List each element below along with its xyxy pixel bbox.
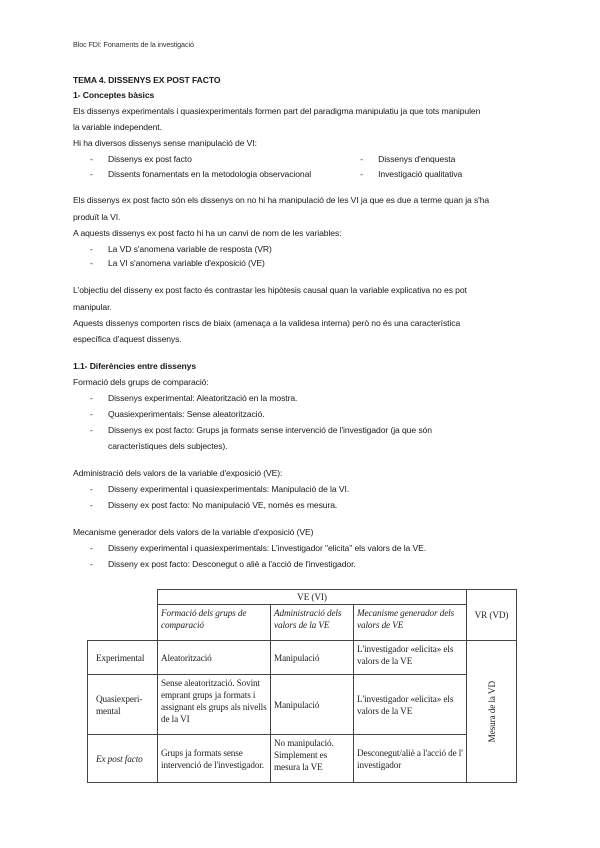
list-item: - Dissenys experimental: Aleatorització en la mostra. [90,392,298,403]
row-header-quasiexperimental: Quasiexperi-mental [88,675,158,735]
section-heading-1: 1- Conceptes bàsics [73,89,155,100]
list-item-label: Disseny ex post facto: [108,559,193,570]
paragraph-line: específica d'aquest dissenys. [73,334,182,345]
list-item-text: La VD s'anomena variable de resposta (VR) [108,243,272,254]
table-cell: Sense aleatorització. Sovint emprant grups ja formats i assignant els grups als nivells de la VI [158,675,271,735]
list-item-text: característiques dels subjectes). [108,440,228,451]
paragraph-intro [73,103,529,136]
table-row [88,641,517,675]
variable-names-list [90,242,529,272]
paragraph-line: L'objectiu del disseny ex post facto és contrastar les hipòtesis causal quan la variable explicativa no es pot [73,285,467,296]
group-title-administration: Administració dels valors de la variable d'exposició (VE): [73,468,283,479]
list-item-text: Investigació qualitativa [378,168,463,179]
vr-measure-cell [467,641,517,783]
paragraph-line: Els dissenys ex post facto són els dissenys on no hi ha manipulació de les VI ja que es due a terme quan ja s'ha [73,195,490,206]
group-title-formation: Formació dels grups de comparació: [73,376,209,387]
list-item: - Dissents fonamentats en la metodologia observacional - Investigació qualitativa [90,168,463,179]
table-cell: Desconegut/aliè a l'acció de l' investigador [354,735,467,783]
group-title-mechanism: Mecanisme generador dels valors de la variable d'exposició (VE) [73,527,314,538]
comparison-table [87,589,517,783]
table-cell: No manipulació. Simplement es mesura la VE [271,735,354,783]
document-title: TEMA 4. DISSENYS EX POST FACTO [73,75,221,85]
list-item: - Dissenys ex post facto - Dissenys d'enquesta [90,153,456,164]
list-item: - Disseny ex post facto: No manipulació VE, només es mesura. [90,500,338,511]
table-cell: L'investigador «elicita» els valors de la VE [354,675,467,735]
list-item-text: Grups ja formats sense intervenció de l'investigador (ja que són [196,424,432,435]
list-item-text: Dissenys ex post facto [108,153,192,164]
list-item: - Dissenys ex post facto: Grups ja formats sense intervenció de l'investigador (ja que són característiques dels subjectes). [90,424,432,451]
paragraph-line: Aquests dissenys comporten riscs de biaix (amenaça a la validesa interna) però no és una característica [73,318,461,329]
paragraph-line: manipular. [73,301,112,312]
list-item-text: La VI s'anomena variable d'exposició (VE) [108,258,265,269]
list-item-text: Dissenys d'enquesta [378,153,456,164]
list-item-label: Dissenys experimental: [108,392,197,403]
list-item-text: Aleatorització en la mostra. [196,392,298,403]
design-types-list [90,152,529,182]
table-cell: Manipulació [271,641,354,675]
paragraph-no-manipulation: Hi ha diversos dissenys sense manipulació de VI: [73,138,257,149]
subheader-mechanism: Mecanisme generador dels valors de VE [354,605,467,641]
vr-header: VR (VD) [467,590,517,641]
list-item-text: L'investigador "elicita" els valors de la VE. [271,543,427,554]
vr-measure-text: Mesura de la VD [486,680,497,743]
subheader-formation: Formació dels grups de comparació [158,605,271,641]
list-item: - Disseny ex post facto: Desconegut o aliè a l'acció de l'investigador. [90,559,356,570]
list-item-label: Disseny experimental i quasiexperimentals: [108,543,272,554]
list-item-text: No manipulació VE, només es mesura. [192,500,338,511]
list-item-label: Dissenys ex post facto: [108,424,197,435]
table-cell: Grups ja formats sense intervenció de l'investigador. [158,735,271,783]
formation-list [90,390,529,454]
list-item-text: Manipulació de la VI. [271,484,350,495]
list-item: - Disseny experimental i quasiexperimentals: Manipulació de la VI. [90,484,350,495]
administration-list [90,481,529,513]
table-cell: Manipulació [271,675,354,735]
list-item: - Quasiexperimentals: Sense aleatorització. [90,408,265,419]
ve-header: VE (VI) [158,590,467,605]
list-item-label: Disseny ex post facto: [108,500,193,511]
table-cell: Aleatorització [158,641,271,675]
list-item: - La VD s'anomena variable de resposta (VR) [90,243,272,254]
paragraph-line: la variable independent. [73,122,162,132]
section-heading-1-1: 1.1- Diferències entre dissenys [73,360,197,371]
list-item: - Disseny experimental i quasiexperimentals: L'investigador "elicita" els valors de la VE. [90,543,427,554]
list-item: - La VI s'anomena variable d'exposició (VE) [90,258,265,269]
subheader-administration: Administració dels valors de la VE [271,605,354,641]
page-header: Bloc FDI: Fonaments de la investigació [73,40,194,49]
mechanism-list [90,540,529,572]
paragraph-ex-post-facto-definition [73,192,529,225]
row-header-experimental: Experimental [88,641,158,675]
table-subheader-row [88,605,517,641]
list-item-label: Quasiexperimentals: [108,408,187,419]
paragraph-line: produït la VI. [73,211,121,222]
paragraph-objective [73,282,529,315]
paragraph-line: Els dissenys experimentals i quasiexperimentals formen part del paradigma manipulatiu ja que tots manipulen [73,105,481,116]
paragraph-variable-names: A aquests dissenys ex post facto hi ha un canvi de nom de les variables: [73,228,342,239]
list-item-label: Disseny experimental i quasiexperimentals: [108,484,272,495]
table-row [88,735,517,783]
table-cell: L'investigador «elicita» els valors de la VE [354,641,467,675]
table-row [88,675,517,735]
list-item-text: Sense aleatorització. [186,408,265,419]
list-item-text: Dissents fonamentats en la metodologia observacional [108,168,312,179]
table-header-row [88,590,517,605]
row-header-ex-post-facto: Ex post facto [88,735,158,783]
paragraph-bias [73,315,529,348]
document-body [73,73,529,572]
list-item-text: Desconegut o aliè a l'acció de l'investigador. [192,559,356,570]
